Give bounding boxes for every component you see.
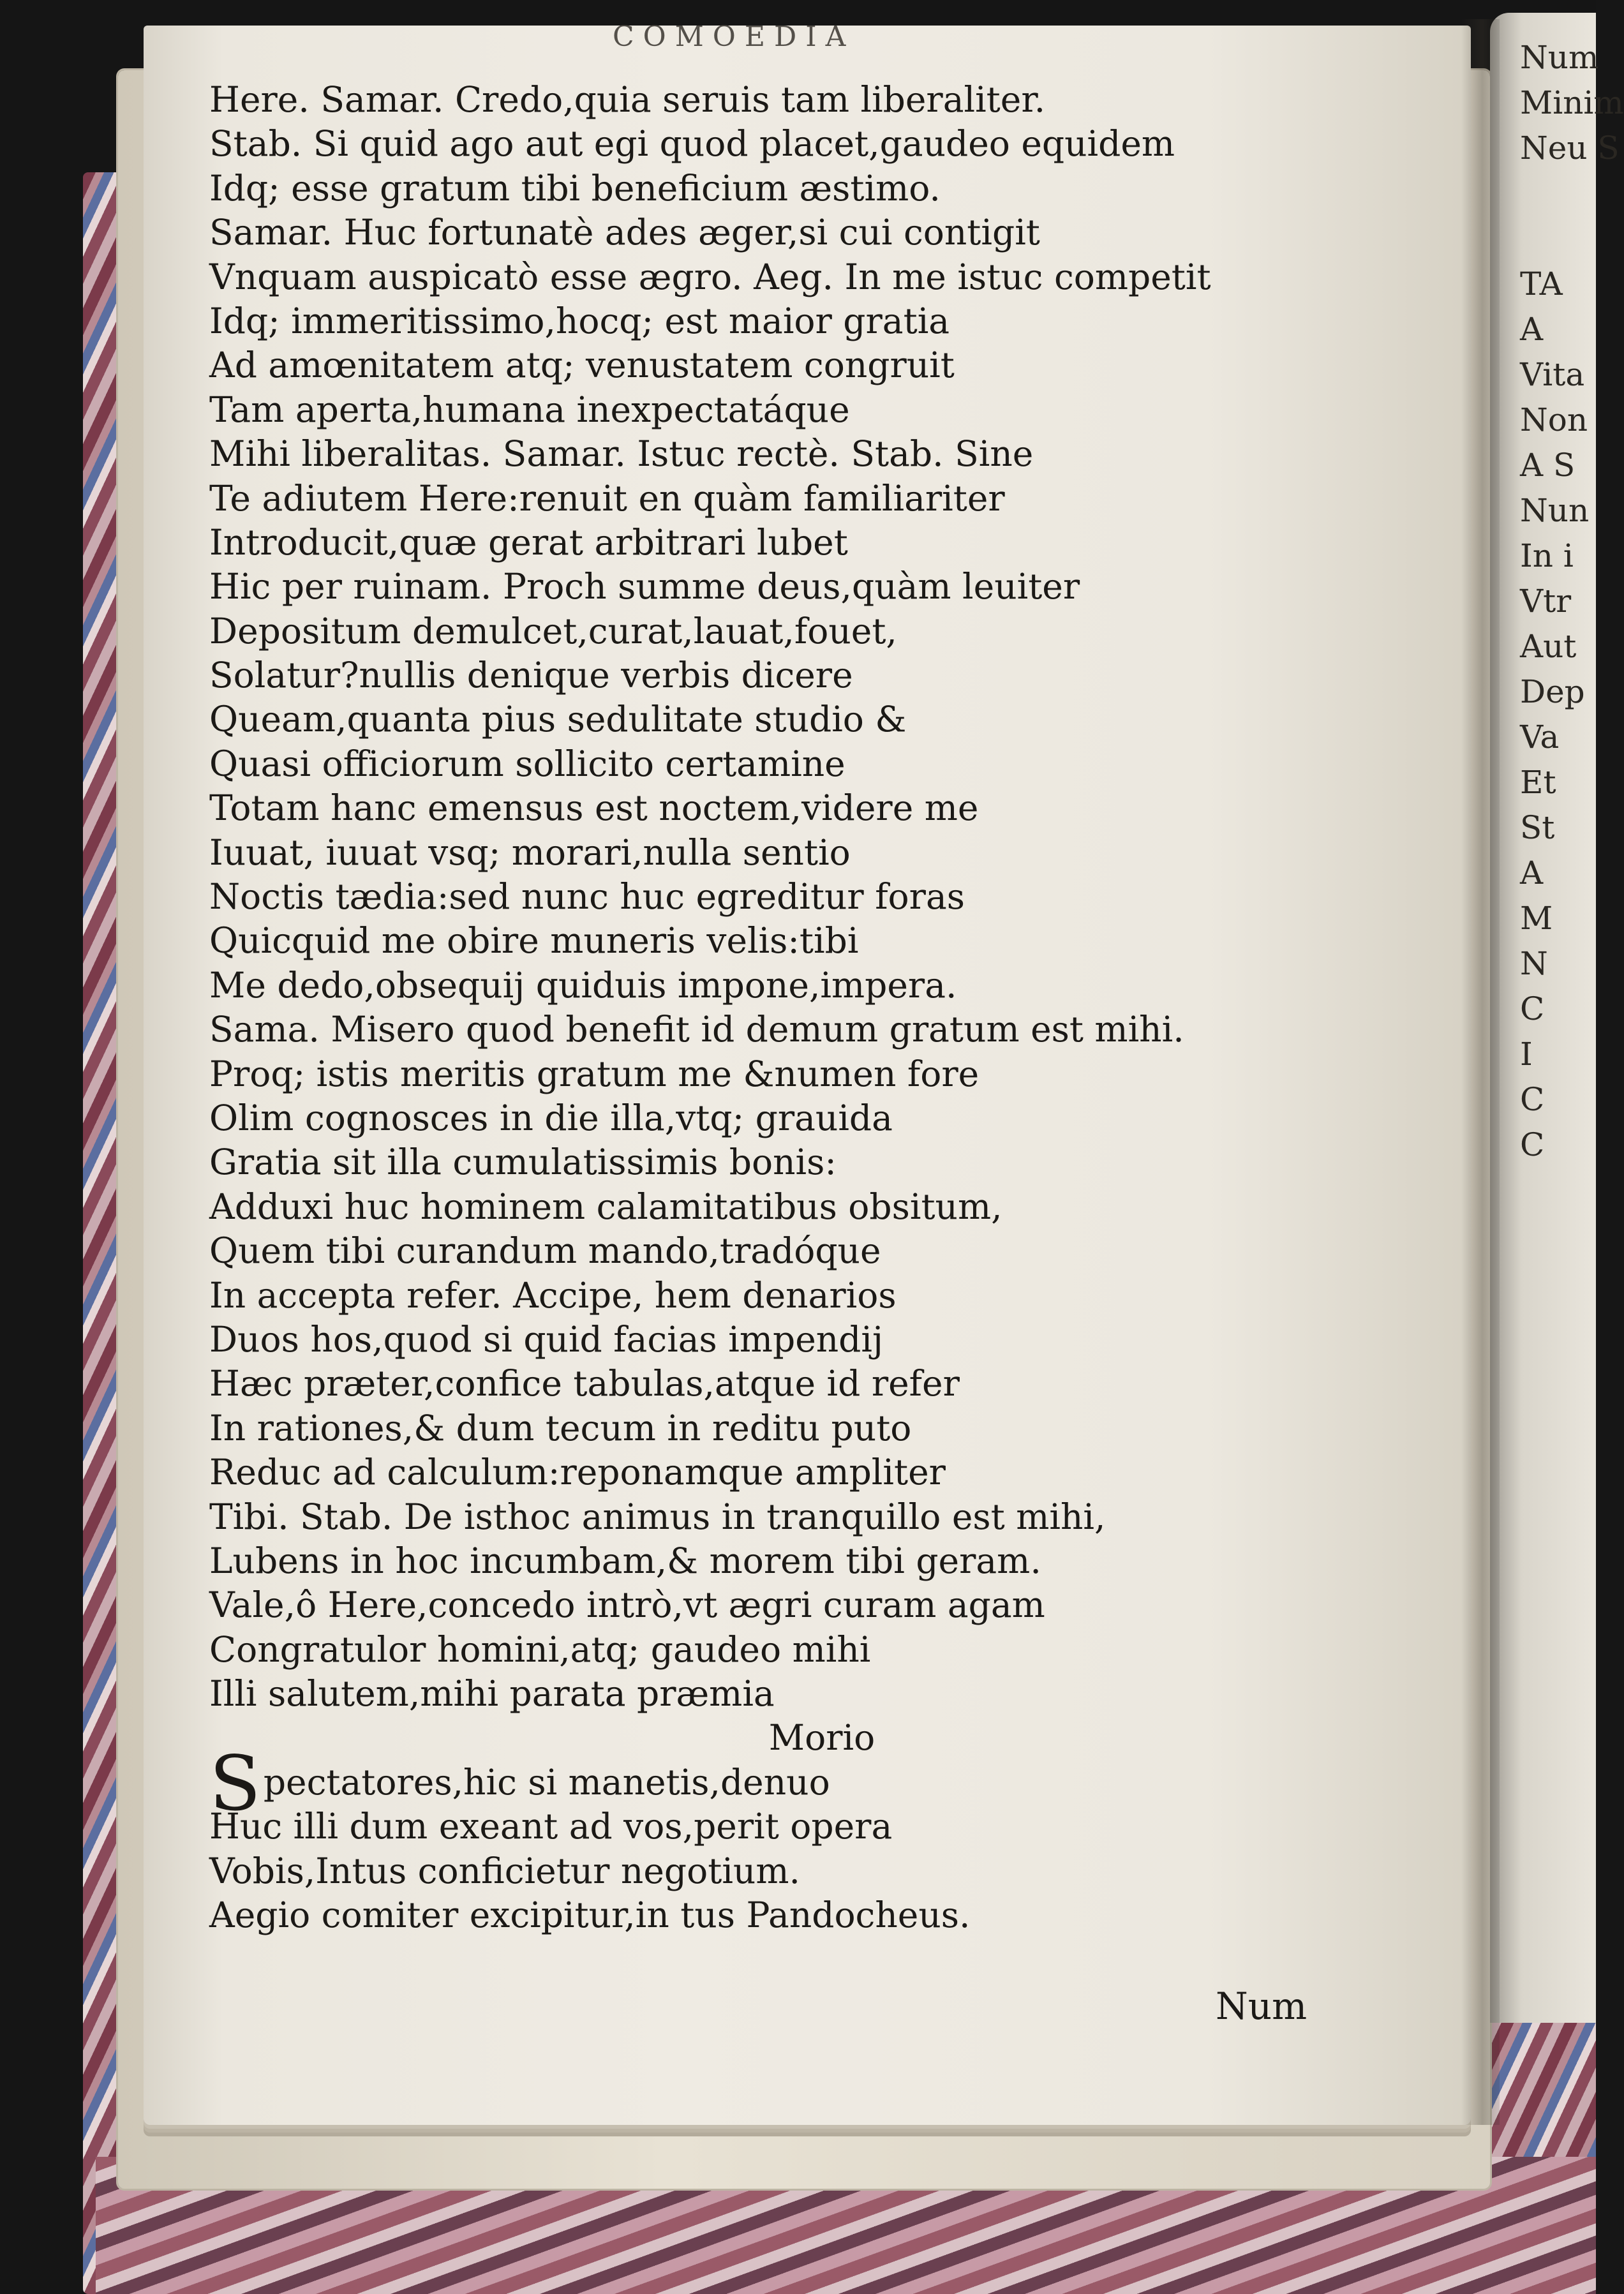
right-page-fragment: Vtr [1520,583,1572,620]
verse-text [209,78,1269,1937]
text-line: Duos hos,quod si quid facias impendij [209,1318,884,1360]
right-page-fragment: Minim [1520,84,1624,121]
text-line: Illi salutem,mihi parata præmia [209,1673,775,1715]
text-line: Totam hanc emensus est noctem,videre me [209,787,979,829]
right-page-text [1520,35,1624,1168]
text-line: Depositum demulcet,curat,lauat,fouet, [209,610,897,652]
text-line: Here. Samar. Credo,quia seruis tam liberaliter. [209,79,1046,120]
text-line: Introducit,quæ gerat arbitrari lubet [209,521,848,563]
right-page-fragment: C [1520,1126,1545,1163]
text-line: Me dedo,obsequij quiduis impone,impera. [209,964,957,1006]
text-line: Idq; esse gratum tibi beneficium æstimo. [209,167,941,209]
right-page-fragment: Et [1520,764,1556,801]
catchword: Num [1216,1985,1307,2028]
right-page-fragment: Non [1520,401,1588,438]
closing-first-text: pectatores,hic si manetis,denuo [263,1761,830,1803]
text-line: Idq; immeritissimo,hocq; est maior gratia [209,300,950,341]
text-line: Samar. Huc fortunatè ades æger,si cui contigit [209,212,1040,253]
text-line: Proq; istis meritis gratum me &numen fore [209,1053,980,1094]
text-line: Quem tibi curandum mando,tradóque [209,1230,881,1272]
right-page-fragment: A [1520,854,1544,891]
right-page-fragment [1520,171,1596,216]
text-line: Gratia sit illa cumulatissimis bonis: [209,1142,837,1183]
right-page-fragment: In i [1520,537,1574,574]
speaker-heading: Morio [768,1717,875,1759]
text-line: Noctis tædia:sed nunc huc egreditur foras [209,876,965,918]
text-line: Congratulor homini,atq; gaudeo mihi [209,1628,871,1670]
right-page-fragment: Num [1520,39,1599,76]
right-page-fragment: N [1520,945,1548,982]
right-page-fragment: A S [1520,447,1576,484]
text-line: Te adiutem Here:renuit en quàm familiariter [209,477,1005,519]
right-page-fragment: M [1520,900,1553,937]
text-line: Quicquid me obire muneris velis:tibi [209,920,859,962]
text-line: Lubens in hoc incumbam,& morem tibi geram. [209,1540,1041,1581]
text-line: Solatur?nullis denique verbis dicere [209,655,853,696]
text-line: Hic per ruinam. Proch summe deus,quàm leuiter [209,566,1080,607]
right-page-fragment: C [1520,990,1545,1027]
text-line: Queam,quanta pius sedulitate studio & [209,699,907,740]
text-line: Olim cognosces in die illa,vtq; grauida [209,1097,893,1138]
text-line: Iuuat, iuuat vsq; morari,nulla sentio [209,831,851,873]
text-line: Stab. Si quid ago aut egi quod placet,gaudeo equidem [209,123,1175,165]
right-page-fragment: A [1520,311,1544,348]
text-line: Vale,ô Here,concedo intrò,vt ægri curam agam [209,1584,1045,1626]
text-line: Ad amœnitatem atq; venustatem congruit [209,345,955,386]
text-line: Mihi liberalitas. Samar. Istuc rectè. Stab. Sine [209,433,1034,475]
right-page-fragment: Nun [1520,492,1590,529]
closing-line: Aegio comiter excipitur,in tus Pandocheus. [209,1895,971,1936]
right-page-fragment: I [1520,1036,1533,1073]
book-gutter [1461,19,1500,2125]
right-page-fragment: Vita [1520,356,1585,393]
right-page-fragment: Dep [1520,673,1585,710]
right-page-fragment: Aut [1520,628,1577,665]
running-head: COMOEDIA [613,20,855,53]
closing-line: Vobis,Intus conficietur negotium. [209,1850,800,1891]
text-line: Reduc ad calculum:reponamque ampliter [209,1452,946,1493]
text-line: Hæc præter,confice tabulas,atque id refer [209,1363,960,1404]
drop-cap: S [209,1739,261,1828]
text-line: Adduxi huc hominem calamitatibus obsitum, [209,1186,1002,1227]
closing-line: Huc illi dum exeant ad vos,perit opera [209,1806,893,1847]
right-page-fragment: Va [1520,719,1560,756]
text-line: In rationes,& dum tecum in reditu puto [209,1407,912,1449]
text-line: Sama. Misero quod benefit id demum gratum est mihi. [209,1009,1184,1050]
right-page-fragment: C [1520,1081,1545,1118]
right-page-fragment [1520,216,1596,262]
text-line: Quasi officiorum sollicito certamine [209,743,846,784]
right-page-fragment: TA [1520,265,1563,302]
right-page-fragment: Neu S [1520,130,1620,167]
text-line: Tibi. Stab. De isthoc animus in tranquillo est mihi, [209,1496,1106,1537]
text-line: Vnquam auspicatò esse ægro. Aeg. In me istuc competit [209,256,1211,297]
right-page-fragment: St [1520,809,1555,846]
text-line: Tam aperta,humana inexpectatáque [209,389,850,430]
text-line: In accepta refer. Accipe, hem denarios [209,1274,897,1316]
